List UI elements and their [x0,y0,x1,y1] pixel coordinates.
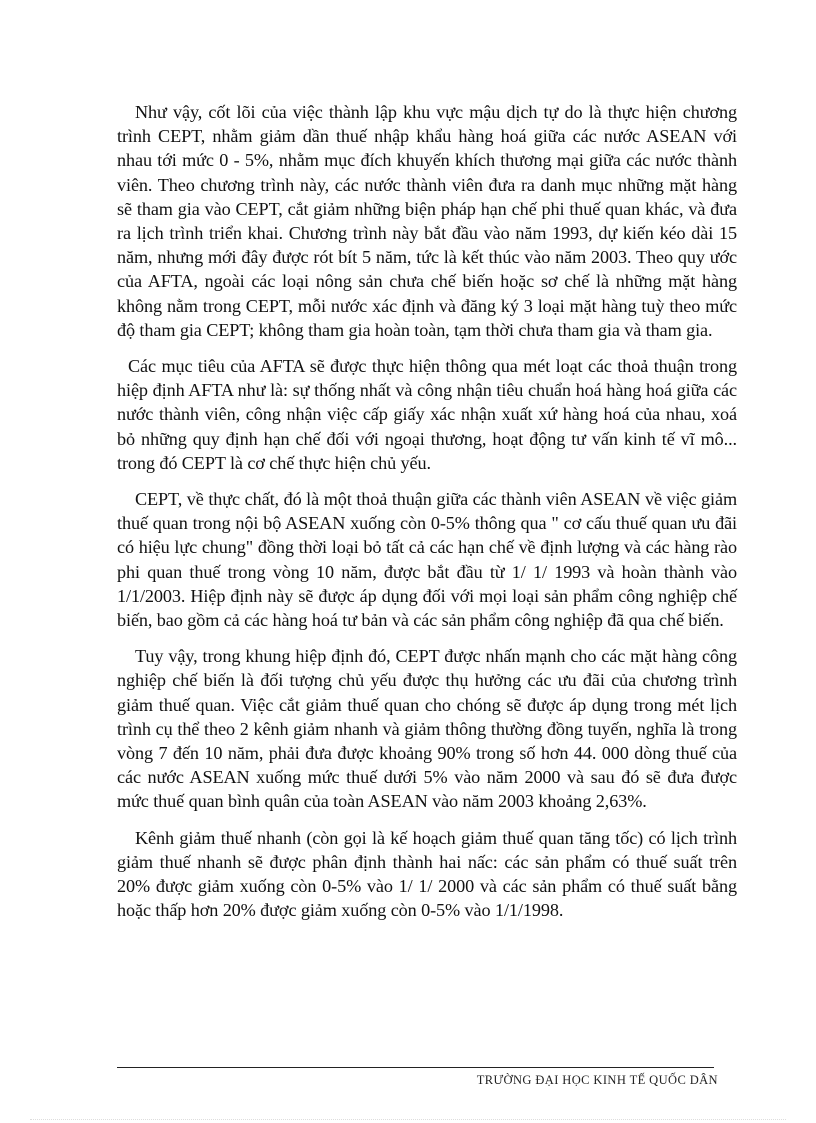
footer-institution: TRƯỜNG ĐẠI HỌC KINH TẾ QUỐC DÂN [476,1073,718,1087]
footer-divider [117,1067,714,1068]
paragraph-cept-emphasis: Tuy vậy, trong khung hiệp định đó, CEPT được nhấn mạnh cho các mặt hàng công nghiệp chế biến là đối tượng chủ yếu được thụ hưởng các ưu đãi của chương trình giảm thuế quan. Việc cắt giảm thuế quan cho chóng sẽ được áp dụng trong mét lịch trình cụ thể theo 2 kênh giảm nhanh và giảm thông thường đồng tuyến, nghĩa là trong vòng 7 đến 10 năm, phải đưa được khoảng 90% trong số hơn 44. 000 dòng thuế của các nước ASEAN xuống mức thuế dưới 5% vào năm 2000 và sau đó sẽ đưa được mức thuế quan bình quân của toàn ASEAN vào năm 2003 khoảng 2,63%. [117,646,737,812]
paragraph-fast-track: Kênh giảm thuế nhanh (còn gọi là kế hoạch giảm thuế quan tăng tốc) có lịch trình giảm thuế nhanh sẽ được phân định thành hai nấc: các sản phẩm có thuế suất trên 20% được giảm xuống còn 0-5% vào 1/ 1/ 2000 và các sản phẩm có thuế suất bằng hoặc thấp hơn 20% được giảm xuống còn 0-5% vào 1/1/1998. [117,827,737,921]
paragraph-cept-definition: CEPT, về thực chất, đó là một thoả thuận giữa các thành viên ASEAN về việc giảm thuế quan trong nội bộ ASEAN xuống còn 0-5% thông qua " cơ cấu thuế quan ưu đãi có hiệu lực chung" đồng thời loại bỏ tất cả các hạn chế về định lượng và các hàng rào phi quan thuế trong vòng 10 năm, được bắt đầu từ 1/ 1/ 1993 và hoàn thành vào 1/1/2003. Hiệp định này sẽ được áp dụng đối với mọi loại sản phẩm công nghiệp chế biến, bao gồm cả các hàng hoá tư bản và các sản phẩm công nghiệp đã qua chế biến. [117,489,737,631]
paragraph-afta-objectives: Các mục tiêu của AFTA sẽ được thực hiện thông qua mét loạt các thoả thuận trong hiệp định AFTA như là: sự thống nhất và công nhận tiêu chuẩn hoá hàng hoá giữa các nước thành viên, công nhận việc cấp giấy xác nhận xuất xứ hàng hoá của nhau, xoá bỏ những quy định hạn chế đối với ngoại thương, hoạt động tư vấn kinh tế vĩ mô... trong đó CEPT là cơ chế thực hiện chủ yếu. [117,356,737,473]
document-body [117,100,737,935]
paragraph-cept-overview: Như vậy, cốt lõi của việc thành lập khu vực mậu dịch tự do là thực hiện chương trình CEPT, nhằm giảm dần thuế nhập khẩu hàng hoá giữa các nước ASEAN với nhau tới mức 0 - 5%, nhằm mục đích khuyến khích thương mại giữa các nước thành viên. Theo chương trình này, các nước thành viên đưa ra danh mục những mặt hàng sẽ tham gia vào CEPT, cắt giảm những biện pháp hạn chế phi thuế quan khác, và đưa ra lịch trình triển khai. Chương trình này bắt đầu vào năm 1993, dự kiến kéo dài 15 năm, nhưng mới đây được rót bít 5 năm, tức là kết thúc vào năm 2003. Theo quy ước của AFTA, ngoài các loại nông sản chưa chế biến hoặc sơ chế là những mặt hàng không nằm trong CEPT, mỗi nước xác định và đăng ký 3 loại mặt hàng tuỳ theo mức độ tham gia CEPT; không tham gia hoàn toàn, tạm thời chưa tham gia và tham gia. [117,102,737,340]
page-bottom-border [30,1119,786,1120]
